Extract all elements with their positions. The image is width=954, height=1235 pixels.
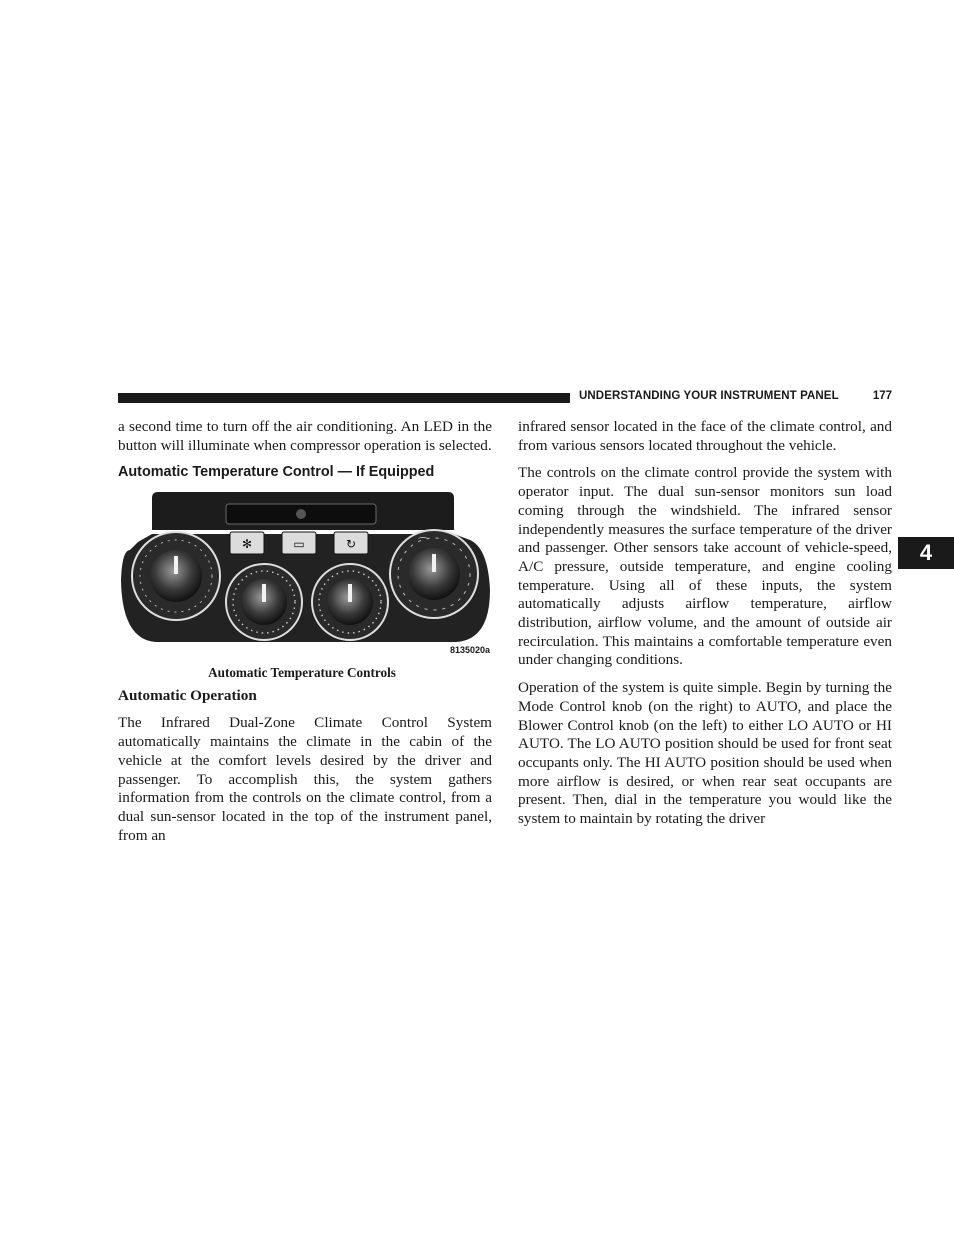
chapter-tab: 4 (898, 537, 954, 569)
header-rule (118, 393, 570, 403)
rear-defrost-button (282, 532, 316, 554)
passenger-temperature-knob (312, 564, 388, 640)
right-column (518, 418, 892, 829)
page-number: 177 (872, 390, 892, 402)
sun-sensor (296, 509, 306, 519)
section-heading: Automatic Temperature Control — If Equipped (118, 464, 435, 481)
blower-control-knob (132, 532, 220, 620)
front-defrost-icon: ⌒ (418, 538, 428, 550)
right-paragraph-3: Operation of the system is quite simple. Begin by turning the Mode Control knob (on the right) to AUTO, and place the Blower Control knob (on the left) to either LO AUTO or HI AUTO. The LO AUTO position should be used for front seat occupants only. The HI AUTO position should be used when more airflow is desired, or when rear seat occupants are present. Then, dial in the temperature you would like the system to maintain by rotating the driver (518, 679, 892, 828)
mode-control-knob (390, 530, 478, 618)
recirculation-icon: ↻ (345, 537, 357, 552)
subheading: Automatic Operation (118, 687, 257, 705)
fan-icon: ✻ (241, 537, 253, 552)
climate-control-panel-illustration (118, 490, 492, 662)
figure-caption: Automatic Temperature Controls (208, 665, 396, 681)
right-paragraph-2: The controls on the climate control provide the system with operator input. The dual sun-sensor monitors sun load coming through the windshield. The infrared sensor independently measures the surface temperature of the driver and passenger. Other sensors take account of vehicle-speed, A/C pressure, outside temperature, and engine cooling temperature. Using all of these inputs, the system automatically adjusts airflow temperature, airflow distribution, airflow volume, and the amount of outside air recirculation. This maintains a comfortable temperature even under changing conditions. (518, 464, 892, 669)
fan-button (230, 532, 264, 554)
recirculation-button (334, 532, 368, 554)
left-column (118, 418, 492, 845)
driver-temperature-knob (226, 564, 302, 640)
intro-paragraph: a second time to turn off the air conditioning. An LED in the button will illuminate when compressor operation is selected. (118, 418, 492, 454)
running-header-title: UNDERSTANDING YOUR INSTRUMENT PANEL (579, 390, 839, 402)
figure-id: 8135020a (449, 645, 490, 656)
rear-defrost-icon: ▭ (293, 537, 305, 552)
right-paragraph-1: infrared sensor located in the face of the climate control, and from various sensors located throughout the vehicle. (518, 418, 892, 454)
left-paragraph-1: The Infrared Dual-Zone Climate Control System automatically maintains the climate in the cabin of the vehicle at the comfort levels desired by the driver and passenger. To accomplish this, the system gathers information from the controls on the climate control, from a dual sun-sensor located in the top of the instrument panel, from an (118, 714, 492, 844)
climate-control-figure (118, 490, 492, 662)
